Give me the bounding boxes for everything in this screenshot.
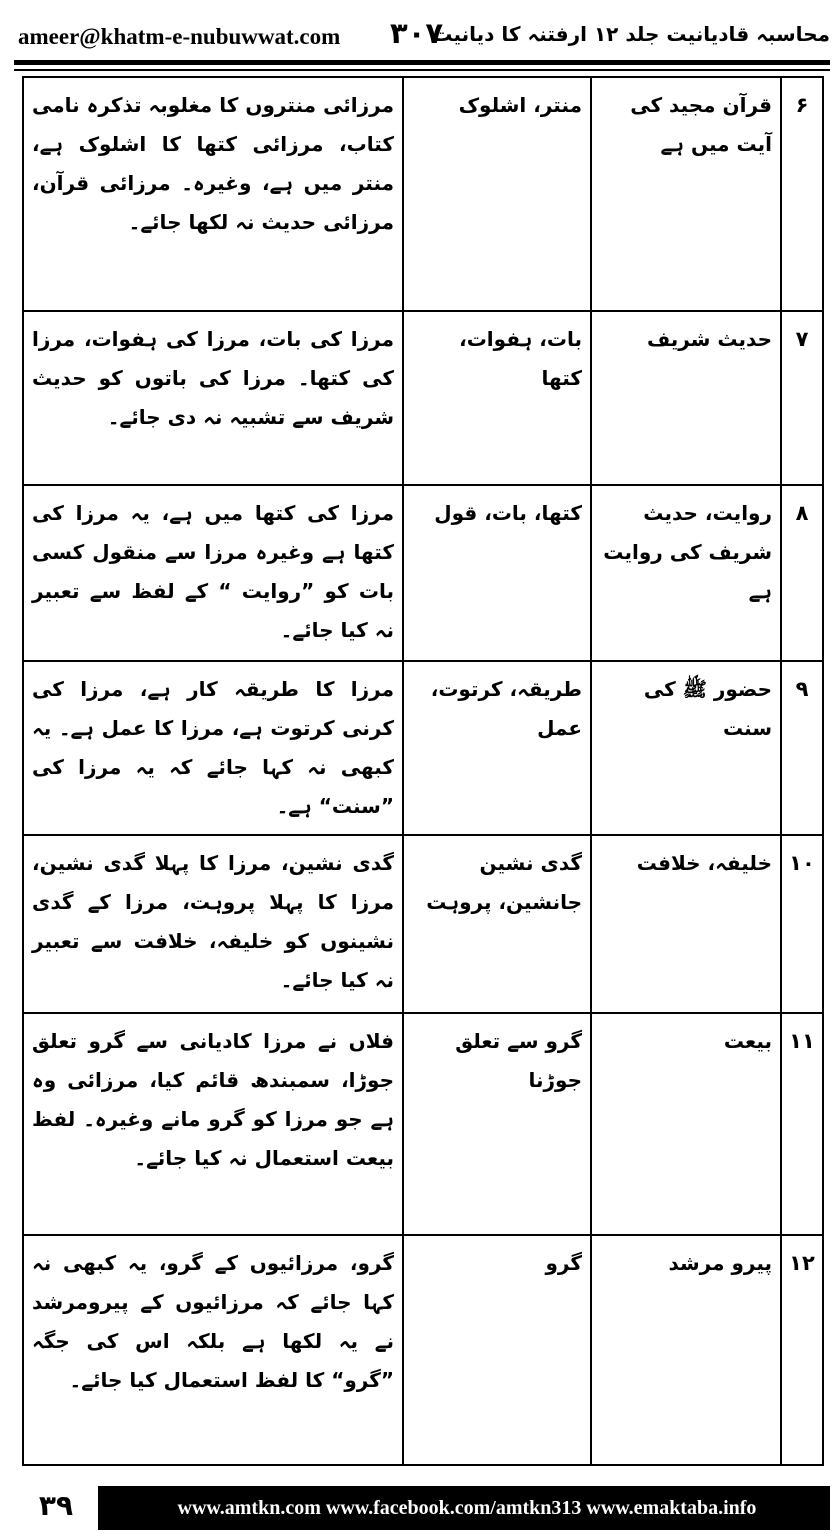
page-footer [14, 1486, 830, 1530]
row-description: فلاں نے مرزا کادیانی سے گرو تعلق جوڑا، سمبندھ قائم کیا، مرزائی وہ ہے جو مرزا کو گرو مانے وغیرہ۔ لفظ بیعت استعمال نہ کیا جائے۔ [23, 1013, 403, 1235]
row-description: مرزائی منتروں کا مغلوبہ تذکرہ نامی کتاب، مرزائی کتھا کا اشلوک ہے، منتر میں ہے، وغیرہ۔ مرزائی قرآن، مرزائی حدیث نہ لکھا جائے۔ [23, 77, 403, 311]
row-number: ۱۱ [781, 1013, 823, 1235]
row-description: مرزا کی بات، مرزا کی ہفوات، مرزا کی کتھا۔ مرزا کی باتوں کو حدیث شریف سے تشبیہ نہ دی جائے۔ [23, 311, 403, 485]
row-number: ۸ [781, 485, 823, 661]
table-row [23, 311, 823, 485]
table-row [23, 835, 823, 1013]
table-row [23, 1235, 823, 1465]
row-number: ۶ [781, 77, 823, 311]
row-term: بیعت [591, 1013, 781, 1235]
row-description: مرزا کا طریقہ کار ہے، مرزا کی کرنی کرتوت ہے، مرزا کا عمل ہے۔ یہ کبھی نہ کہا جائے کہ یہ مرزا کی ”سنت“ ہے۔ [23, 661, 403, 835]
row-description: مرزا کی کتھا میں ہے، یہ مرزا کی کتھا ہے وغیرہ مرزا سے منقول کسی بات کو ”روایت “ کے لفظ سے تعبیر نہ کیا جائے۔ [23, 485, 403, 661]
page-header [14, 10, 830, 56]
glossary-table [22, 76, 824, 1466]
table-row [23, 77, 823, 311]
row-description: گدی نشین، مرزا کا پہلا گدی نشین، مرزا کا پہلا پروہت، مرزا کے گدی نشینوں کو خلیفہ، خلافت سے تعبیر نہ کیا جائے۔ [23, 835, 403, 1013]
row-term: پیرو مرشد [591, 1235, 781, 1465]
row-number: ۱۲ [781, 1235, 823, 1465]
row-words: بات، ہفوات، کتھا [403, 311, 591, 485]
footer-links[interactable]: www.amtkn.com www.facebook.com/amtkn313 www.emaktaba.info [177, 1497, 757, 1519]
row-description: گرو، مرزائیوں کے گرو، یہ کبھی نہ کہا جائے کہ مرزائیوں کے پیرومرشد نے یہ لکھا ہے بلکہ اس کی جگہ ”گرو“ کا لفظ استعمال کیا جائے۔ [23, 1235, 403, 1465]
row-term: حدیث شریف [591, 311, 781, 485]
row-words: کتھا، بات، قول [403, 485, 591, 661]
header-rule-thick [14, 60, 830, 65]
row-words: طریقہ، کرتوت، عمل [403, 661, 591, 835]
row-words: گرو [403, 1235, 591, 1465]
row-term: حضور ﷺ کی سنت [591, 661, 781, 835]
row-words: گدی نشین جانشین، پروہت [403, 835, 591, 1013]
glossary-table-wrap [22, 76, 822, 1464]
table-row [23, 661, 823, 835]
row-words: گرو سے تعلق جوڑنا [403, 1013, 591, 1235]
header-page-number: ۳۰۷ [390, 16, 444, 50]
footer-page-number: ۳۹ [14, 1486, 104, 1530]
row-term: قرآن مجید کی آیت میں ہے [591, 77, 781, 311]
table-row [23, 485, 823, 661]
row-term: روایت، حدیث شریف کی روایت ہے [591, 485, 781, 661]
row-number: ۹ [781, 661, 823, 835]
table-row [23, 1013, 823, 1235]
header-rule-thin [14, 69, 830, 71]
row-number: ۷ [781, 311, 823, 485]
row-number: ۱۰ [781, 835, 823, 1013]
header-email[interactable]: ameer@khatm-e-nubuwwat.com [18, 24, 341, 49]
header-book-title: محاسبہ قادیانیت جلد ۱۲ ارفتنہ کا دیانیت [432, 22, 830, 46]
row-words: منتر، اشلوک [403, 77, 591, 311]
row-term: خلیفہ، خلافت [591, 835, 781, 1013]
